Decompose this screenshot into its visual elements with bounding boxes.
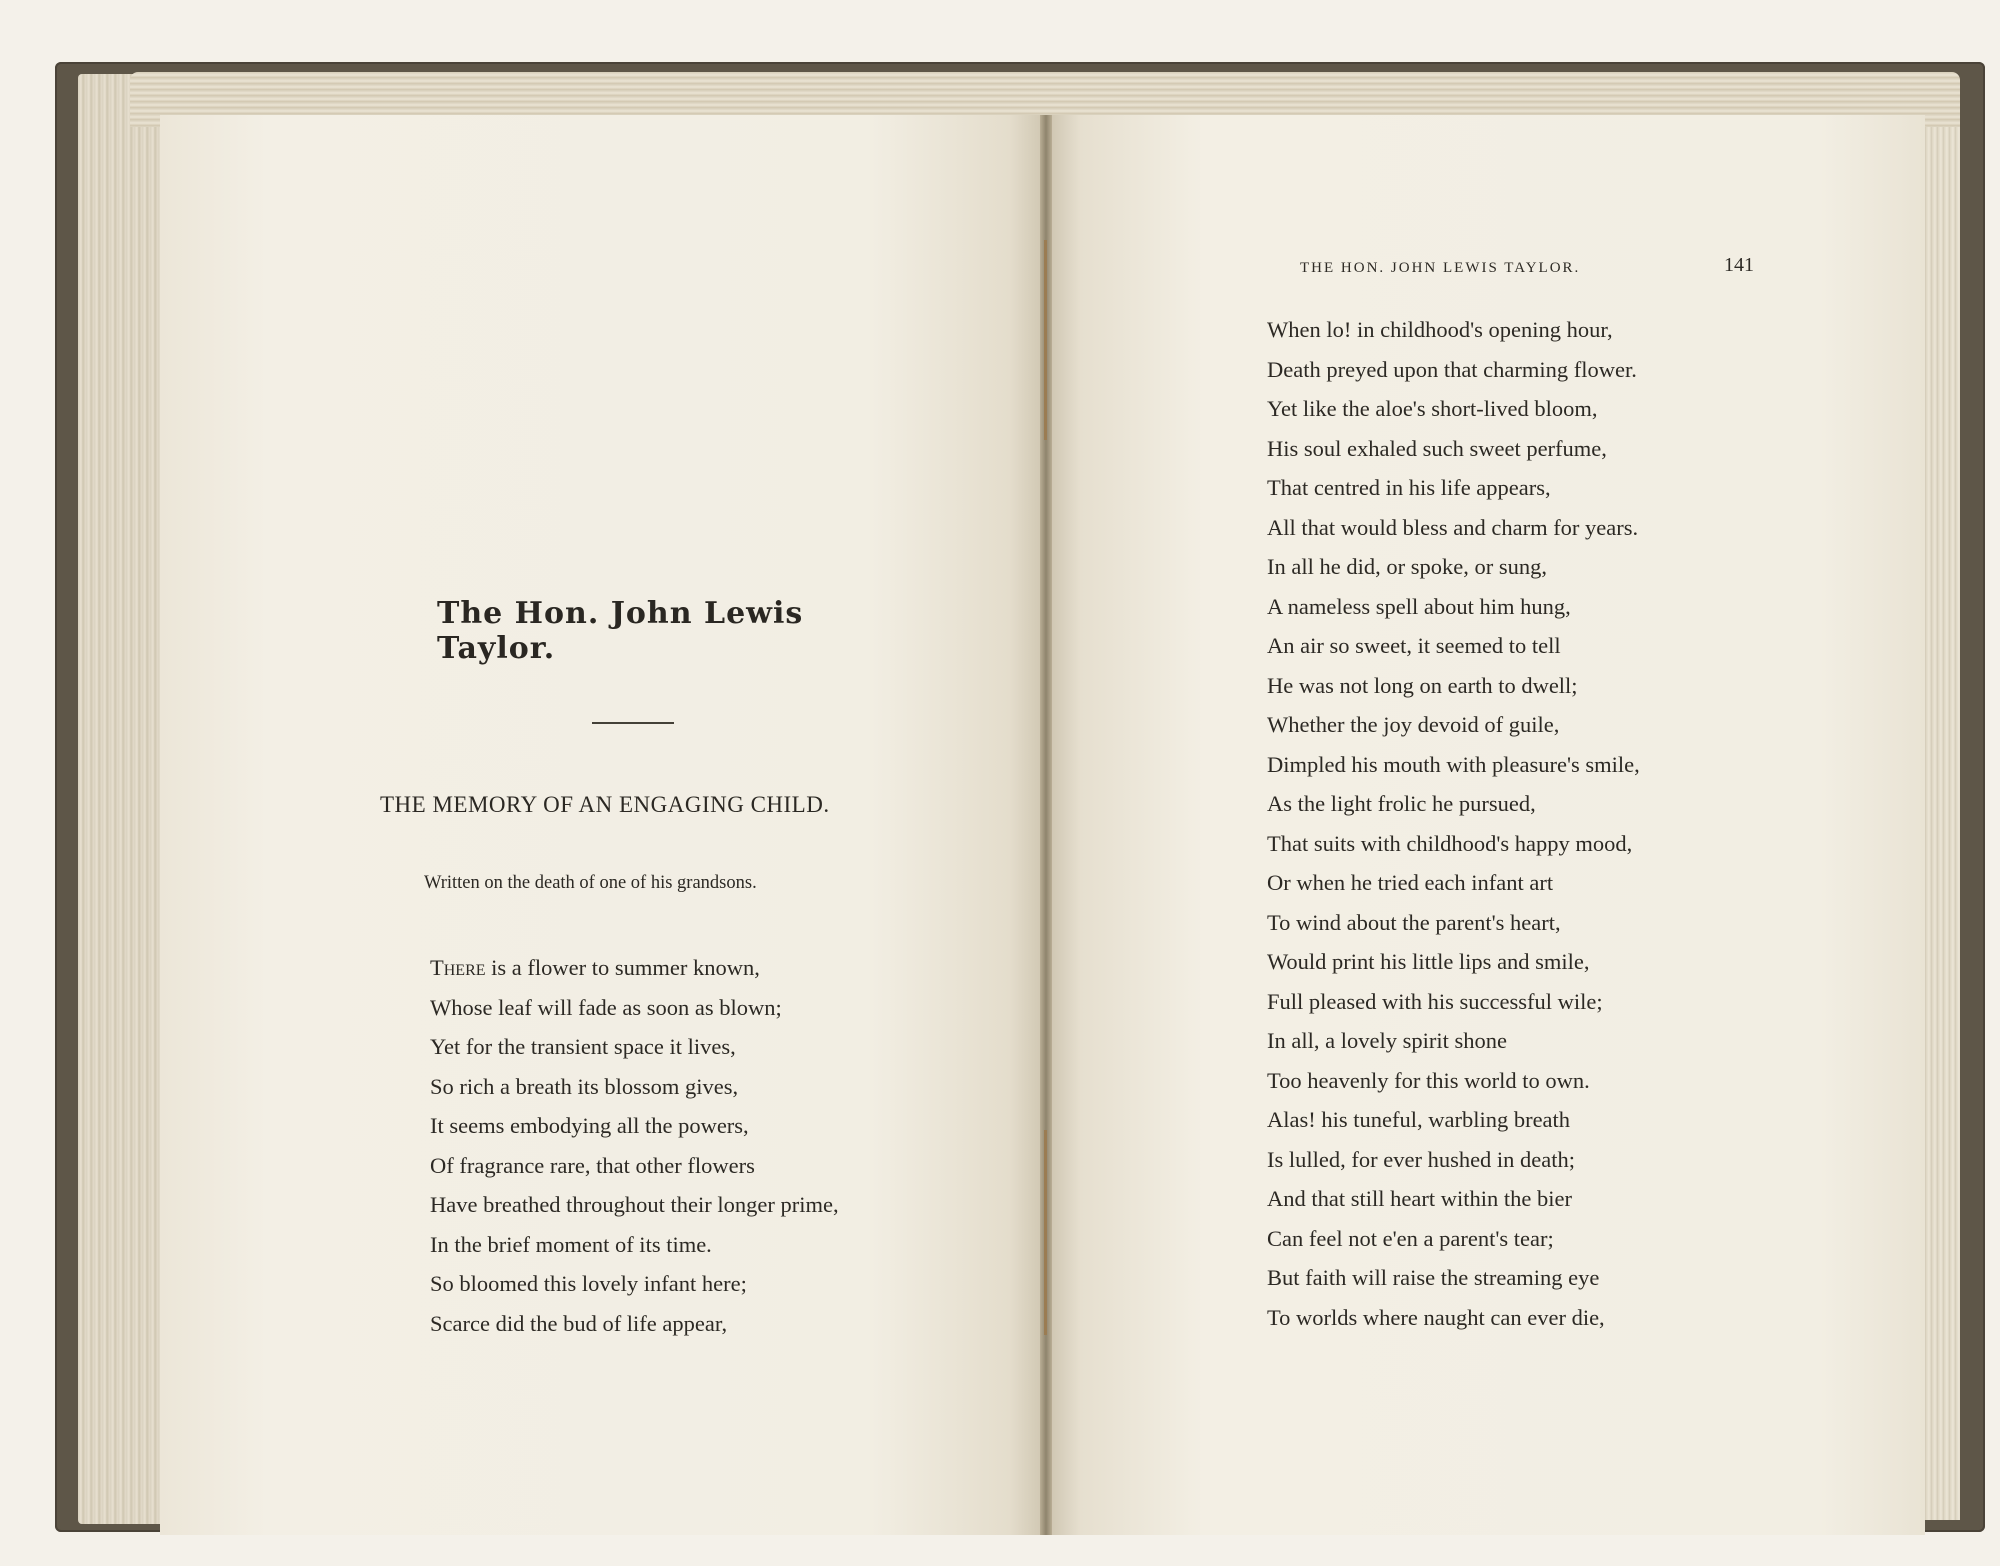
poem-line	[430, 948, 839, 988]
first-line-rest: is a flower to summer known,	[485, 955, 760, 980]
poem-line: An air so sweet, it seemed to tell	[1267, 633, 1561, 658]
poem-line: Yet for the transient space it lives,	[430, 1034, 736, 1059]
poem-line: But faith will raise the streaming eye	[1267, 1265, 1600, 1290]
poem-line: Alas! his tuneful, warbling breath	[1267, 1107, 1571, 1132]
poem-line: So rich a breath its blossom gives,	[430, 1073, 739, 1099]
poem-line: So bloomed this lovely infant here;	[430, 1271, 747, 1296]
poem-line: In all, a lovely spirit shone	[1267, 1028, 1507, 1053]
poem-line: Death preyed upon that charming flower.	[1267, 356, 1637, 382]
poem-line: When lo! in childhood's opening hour,	[1267, 317, 1613, 342]
page-edges-left	[78, 74, 168, 1524]
poem-line: Is lulled, for ever hushed in death;	[1267, 1146, 1576, 1172]
poem-line: Whether the joy devoid of guile,	[1267, 712, 1560, 737]
poem-line: In the brief moment of its time.	[430, 1231, 712, 1257]
poem-line: Full pleased with his successful wile;	[1267, 988, 1603, 1014]
poem-line: That suits with childhood's happy mood,	[1267, 830, 1633, 856]
poem-heading: THE MEMORY OF AN ENGAGING CHILD.	[380, 792, 830, 817]
first-word: There	[430, 955, 486, 980]
poem-subheading: Written on the death of one of his grandsons.	[424, 873, 757, 893]
page-number: 141	[1724, 254, 1754, 276]
page-edges-right	[1920, 95, 1960, 1520]
blackletter-title: The Hon. John Lewis Taylor.	[437, 596, 804, 666]
poem-line: Too heavenly for this world to own.	[1267, 1067, 1590, 1093]
poem-line: Have breathed throughout their longer prime,	[430, 1192, 839, 1217]
poem-line: He was not long on earth to dwell;	[1267, 672, 1578, 698]
poem-line: That centred in his life appears,	[1267, 475, 1551, 500]
poem-line: Whose leaf will fade as soon as blown;	[430, 994, 782, 1020]
running-head: THE HON. JOHN LEWIS TAYLOR.	[1300, 260, 1581, 276]
poem-line: His soul exhaled such sweet perfume,	[1267, 435, 1607, 461]
poem-line: As the light frolic he pursued,	[1267, 791, 1536, 816]
left-poem-text	[430, 948, 839, 1343]
poem-line: Scarce did the bud of life appear,	[430, 1310, 728, 1336]
poem-line: All that would bless and charm for years.	[1267, 514, 1639, 540]
poem-line: And that still heart within the bier	[1267, 1186, 1572, 1211]
poem-line: Would print his little lips and smile,	[1267, 949, 1590, 974]
right-poem-text	[1267, 310, 1640, 1337]
poem-line: Of fragrance rare, that other flowers	[430, 1152, 755, 1178]
poem-line: Dimpled his mouth with pleasure's smile,	[1267, 751, 1640, 777]
poem-line: To worlds where naught can ever die,	[1267, 1304, 1605, 1330]
poem-line: It seems embodying all the powers,	[430, 1113, 749, 1138]
poem-line: Can feel not e'en a parent's tear;	[1267, 1225, 1554, 1251]
binding-thread-upper	[1044, 240, 1047, 440]
poem-line: Or when he tried each infant art	[1267, 870, 1554, 895]
poem-line: Yet like the aloe's short-lived bloom,	[1267, 396, 1598, 421]
title-rule	[592, 722, 674, 724]
poem-line: To wind about the parent's heart,	[1267, 909, 1561, 935]
poem-line: A nameless spell about him hung,	[1267, 593, 1571, 619]
poem-line: In all he did, or spoke, or sung,	[1267, 554, 1547, 579]
binding-thread-lower	[1044, 1130, 1047, 1335]
